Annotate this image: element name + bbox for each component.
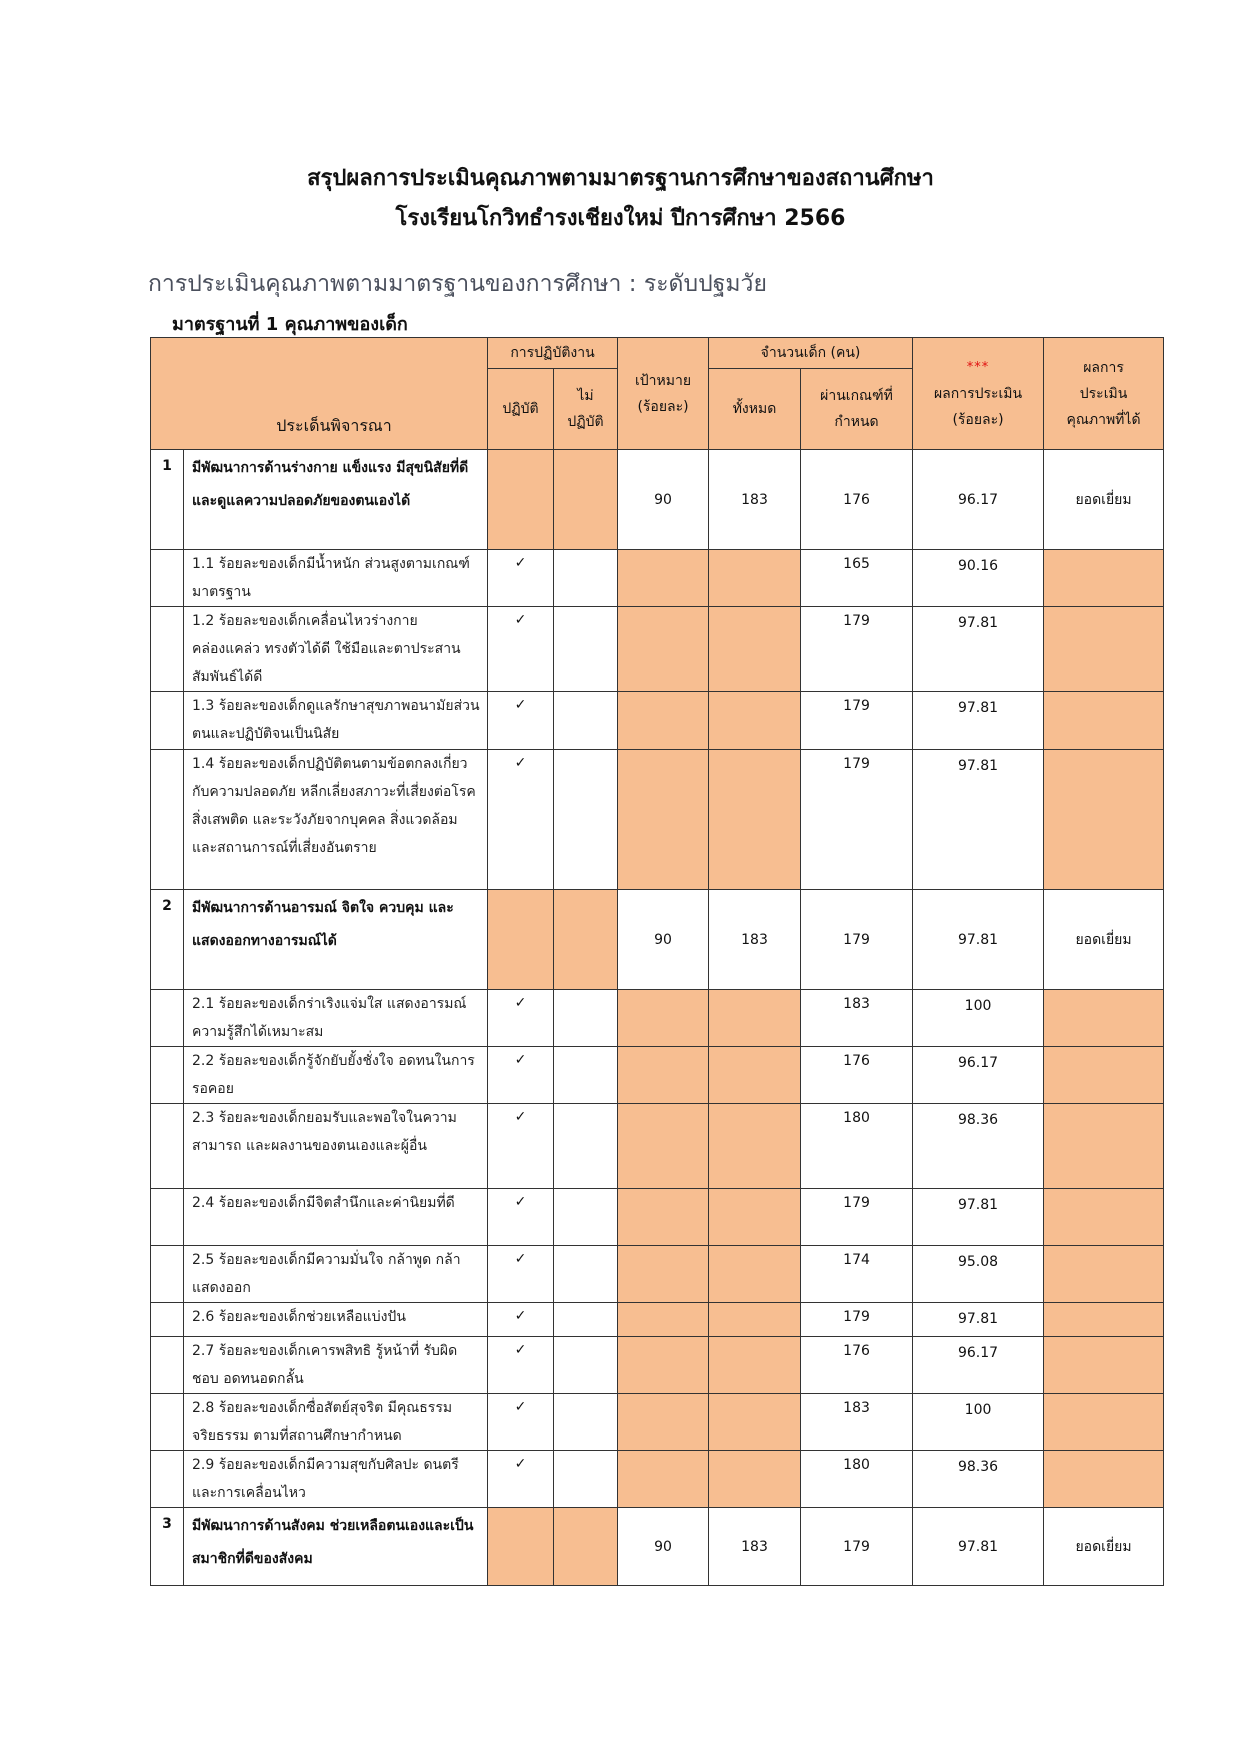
- assessment-table: [150, 337, 1164, 1586]
- result-value: 97.81: [913, 692, 1044, 750]
- practiced-check: [488, 1337, 554, 1394]
- quality-cell: [1044, 1337, 1164, 1394]
- total-value: 183: [709, 890, 801, 990]
- sub-number-cell: [151, 1189, 184, 1246]
- practiced-check: [488, 607, 554, 692]
- sub-indicator-text: 2.4 ร้อยละของเด็กมีจิตสำนึกและค่านิยมที่ดี: [184, 1189, 488, 1246]
- sub-indicator-row: [151, 1337, 1164, 1394]
- document-title: สรุปผลการประเมินคุณภาพตามมาตรฐานการศึกษาของสถานศึกษา: [307, 166, 934, 191]
- quality-cell: [1044, 1394, 1164, 1451]
- not-practiced-cell: [554, 450, 618, 550]
- header-target-line1: เป้าหมาย: [634, 372, 692, 389]
- result-value: 96.17: [913, 450, 1044, 550]
- target-cell: [618, 1189, 709, 1246]
- checkmark-icon: ✓: [514, 555, 527, 571]
- sub-indicator-row: [151, 990, 1164, 1047]
- header-passed-line1: ผ่านเกณฑ์ที่: [820, 388, 893, 404]
- sub-indicator-text: 2.5 ร้อยละของเด็กมีความมั่นใจ กล้าพูด กล้าแสดงออก: [184, 1246, 488, 1303]
- passed-value: 179: [801, 1508, 913, 1586]
- quality-cell: [1044, 1189, 1164, 1246]
- total-cell: [709, 990, 801, 1047]
- indicator-number: 3: [151, 1508, 184, 1586]
- quality-cell: [1044, 990, 1164, 1047]
- not-practiced-cell: [554, 550, 618, 607]
- sub-indicator-text: 2.2 ร้อยละของเด็กรู้จักยับยั้งชั่งใจ อดทนในการรอคอย: [184, 1047, 488, 1104]
- not-practiced-cell: [554, 1508, 618, 1586]
- sub-indicator-row: [151, 1246, 1164, 1303]
- quality-value: ยอดเยี่ยม: [1044, 450, 1164, 550]
- indicator-row: [151, 450, 1164, 550]
- practiced-check: [488, 1189, 554, 1246]
- sub-indicator-row: [151, 1189, 1164, 1246]
- not-practiced-cell: [554, 1104, 618, 1189]
- header-total-label: ทั้งหมด: [732, 401, 777, 417]
- document-subtitle: โรงเรียนโกวิทธำรงเชียงใหม่ ปีการศึกษา 2566: [395, 206, 846, 231]
- sub-indicator-text: 1.1 ร้อยละของเด็กมีน้ำหนัก ส่วนสูงตามเกณฑ์มาตรฐาน: [184, 550, 488, 607]
- checkmark-icon: ✓: [514, 1456, 527, 1472]
- header-passed: [801, 369, 913, 450]
- quality-cell: [1044, 1451, 1164, 1508]
- target-cell: [618, 1451, 709, 1508]
- target-value: 90: [618, 450, 709, 550]
- total-value: 183: [709, 1508, 801, 1586]
- target-value: 90: [618, 890, 709, 990]
- result-value: 96.17: [913, 1337, 1044, 1394]
- total-value: 183: [709, 450, 801, 550]
- passed-value: 183: [801, 990, 913, 1047]
- total-cell: [709, 607, 801, 692]
- header-total: [709, 369, 801, 450]
- not-practiced-cell: [554, 1337, 618, 1394]
- practiced-cell: [488, 890, 554, 990]
- sub-indicator-text: 2.1 ร้อยละของเด็กร่าเริงแจ่มใส แสดงอารมณ์ ความรู้สึกได้เหมาะสม: [184, 990, 488, 1047]
- total-cell: [709, 1451, 801, 1508]
- target-value: 90: [618, 1508, 709, 1586]
- practiced-check: [488, 1451, 554, 1508]
- quality-cell: [1044, 750, 1164, 890]
- sub-indicator-text: 1.4 ร้อยละของเด็กปฏิบัติตนตามข้อตกลงเกี่ยวกับความปลอดภัย หลีกเลี่ยงสภาวะที่เสี่ยงต่อโรค สิ่งเสพติด และระวังภัยจากบุคคล สิ่งแวดล้อม และสถานการณ์ที่เสี่ยงอันตราย: [184, 750, 488, 890]
- header-not-practiced: [554, 369, 618, 450]
- header-practiced-label: ปฏิบัติ: [502, 401, 539, 417]
- header-result-asterisk: ***: [966, 359, 990, 375]
- target-cell: [618, 607, 709, 692]
- target-cell: [618, 692, 709, 750]
- sub-indicator-text: 1.2 ร้อยละของเด็กเคลื่อนไหวร่างกายคล่องแคล่ว ทรงตัวได้ดี ใช้มือและตาประสานสัมพันธ์ได้ดี: [184, 607, 488, 692]
- practiced-check: [488, 1303, 554, 1337]
- sub-indicator-row: [151, 607, 1164, 692]
- result-value: 95.08: [913, 1246, 1044, 1303]
- quality-cell: [1044, 1047, 1164, 1104]
- sub-indicator-text: 2.8 ร้อยละของเด็กซื่อสัตย์สุจริต มีคุณธรรม จริยธรรม ตามที่สถานศึกษากำหนด: [184, 1394, 488, 1451]
- sub-indicator-row: [151, 1104, 1164, 1189]
- header-not-practiced-line2: ปฏิบัติ: [567, 414, 604, 430]
- practiced-check: [488, 1246, 554, 1303]
- passed-value: 183: [801, 1394, 913, 1451]
- practiced-check: [488, 550, 554, 607]
- result-value: 90.16: [913, 550, 1044, 607]
- indicator-number: 2: [151, 890, 184, 990]
- passed-value: 176: [801, 1337, 913, 1394]
- target-cell: [618, 1303, 709, 1337]
- indicator-row: [151, 1508, 1164, 1586]
- result-value: 100: [913, 990, 1044, 1047]
- target-cell: [618, 990, 709, 1047]
- not-practiced-cell: [554, 1303, 618, 1337]
- indicator-row: [151, 890, 1164, 990]
- sub-indicator-text: 1.3 ร้อยละของเด็กดูแลรักษาสุขภาพอนามัยส่วนตนและปฏิบัติจนเป็นนิสัย: [184, 692, 488, 750]
- passed-value: 176: [801, 450, 913, 550]
- quality-value: ยอดเยี่ยม: [1044, 890, 1164, 990]
- sub-indicator-row: [151, 1303, 1164, 1337]
- quality-cell: [1044, 1104, 1164, 1189]
- passed-value: 179: [801, 1303, 913, 1337]
- quality-cell: [1044, 550, 1164, 607]
- checkmark-icon: ✓: [514, 697, 527, 713]
- checkmark-icon: ✓: [514, 1342, 527, 1358]
- not-practiced-cell: [554, 1047, 618, 1104]
- checkmark-icon: ✓: [514, 1109, 527, 1125]
- header-result-line2: (ร้อยละ): [952, 411, 1004, 428]
- checkmark-icon: ✓: [514, 1399, 527, 1415]
- practiced-check: [488, 1047, 554, 1104]
- not-practiced-cell: [554, 607, 618, 692]
- quality-cell: [1044, 1246, 1164, 1303]
- practiced-check: [488, 692, 554, 750]
- header-target-line2: (ร้อยละ): [637, 398, 689, 415]
- passed-value: 176: [801, 1047, 913, 1104]
- passed-value: 179: [801, 692, 913, 750]
- not-practiced-cell: [554, 990, 618, 1047]
- header-criteria: [151, 338, 488, 450]
- result-value: 97.81: [913, 607, 1044, 692]
- sub-number-cell: [151, 990, 184, 1047]
- not-practiced-cell: [554, 1246, 618, 1303]
- not-practiced-cell: [554, 1451, 618, 1508]
- passed-value: 179: [801, 750, 913, 890]
- total-cell: [709, 1246, 801, 1303]
- standard-heading: มาตรฐานที่ 1 คุณภาพของเด็ก: [172, 314, 408, 335]
- practiced-check: [488, 1104, 554, 1189]
- passed-value: 165: [801, 550, 913, 607]
- quality-value: ยอดเยี่ยม: [1044, 1508, 1164, 1586]
- total-cell: [709, 1189, 801, 1246]
- total-cell: [709, 1337, 801, 1394]
- result-value: 97.81: [913, 1189, 1044, 1246]
- sub-number-cell: [151, 1337, 184, 1394]
- not-practiced-cell: [554, 750, 618, 890]
- passed-value: 180: [801, 1451, 913, 1508]
- sub-indicator-text: 2.7 ร้อยละของเด็กเคารพสิทธิ รู้หน้าที่ รับผิดชอบ อดทนอดกลั้น: [184, 1337, 488, 1394]
- total-cell: [709, 1303, 801, 1337]
- section-heading: การประเมินคุณภาพตามมาตรฐานของการศึกษา : ระดับปฐมวัย: [148, 271, 767, 297]
- result-value: 100: [913, 1394, 1044, 1451]
- sub-number-cell: [151, 1246, 184, 1303]
- target-cell: [618, 1337, 709, 1394]
- practiced-check: [488, 1394, 554, 1451]
- header-target: [618, 338, 709, 450]
- header-passed-line2: กำหนด: [834, 414, 879, 430]
- passed-value: 174: [801, 1246, 913, 1303]
- sub-number-cell: [151, 550, 184, 607]
- not-practiced-cell: [554, 1189, 618, 1246]
- result-value: 97.81: [913, 750, 1044, 890]
- total-cell: [709, 692, 801, 750]
- header-practice-group: [488, 338, 618, 369]
- checkmark-icon: ✓: [514, 755, 527, 771]
- header-row-top: [151, 338, 1164, 369]
- practiced-cell: [488, 450, 554, 550]
- sub-number-cell: [151, 750, 184, 890]
- header-result-line1: ผลการประเมิน: [933, 385, 1023, 402]
- total-cell: [709, 1394, 801, 1451]
- result-value: 98.36: [913, 1104, 1044, 1189]
- checkmark-icon: ✓: [514, 1194, 527, 1210]
- indicator-text: มีพัฒนาการด้านร่างกาย แข็งแรง มีสุขนิสัยที่ดี และดูแลความปลอดภัยของตนเองได้: [184, 450, 488, 550]
- result-value: 98.36: [913, 1451, 1044, 1508]
- not-practiced-cell: [554, 890, 618, 990]
- target-cell: [618, 1394, 709, 1451]
- passed-value: 179: [801, 607, 913, 692]
- practiced-check: [488, 990, 554, 1047]
- header-quality-line2: ประเมิน: [1079, 385, 1128, 402]
- sub-number-cell: [151, 692, 184, 750]
- not-practiced-cell: [554, 692, 618, 750]
- total-cell: [709, 550, 801, 607]
- sub-indicator-row: [151, 692, 1164, 750]
- result-value: 97.81: [913, 1303, 1044, 1337]
- sub-number-cell: [151, 1394, 184, 1451]
- indicator-text: มีพัฒนาการด้านอารมณ์ จิตใจ ควบคุม และแสดงออกทางอารมณ์ได้: [184, 890, 488, 990]
- indicator-number: 1: [151, 450, 184, 550]
- passed-value: 179: [801, 1189, 913, 1246]
- passed-value: 180: [801, 1104, 913, 1189]
- result-value: 97.81: [913, 890, 1044, 990]
- target-cell: [618, 1047, 709, 1104]
- target-cell: [618, 1246, 709, 1303]
- header-quality-line3: คุณภาพที่ได้: [1066, 411, 1141, 428]
- sub-number-cell: [151, 1047, 184, 1104]
- header-practice-label: การปฏิบัติงาน: [510, 345, 595, 361]
- sub-indicator-row: [151, 550, 1164, 607]
- quality-cell: [1044, 1303, 1164, 1337]
- sub-indicator-text: 2.3 ร้อยละของเด็กยอมรับและพอใจในความสามารถ และผลงานของตนเองและผู้อื่น: [184, 1104, 488, 1189]
- header-quality: [1044, 338, 1164, 450]
- sub-number-cell: [151, 1451, 184, 1508]
- header-not-practiced-line1: ไม่: [577, 388, 594, 404]
- result-value: 97.81: [913, 1508, 1044, 1586]
- sub-indicator-row: [151, 750, 1164, 890]
- quality-cell: [1044, 692, 1164, 750]
- sub-number-cell: [151, 1303, 184, 1337]
- sub-number-cell: [151, 1104, 184, 1189]
- sub-indicator-row: [151, 1047, 1164, 1104]
- checkmark-icon: ✓: [514, 612, 527, 628]
- header-criteria-label: ประเด็นพิจารณา: [276, 416, 392, 435]
- quality-cell: [1044, 607, 1164, 692]
- total-cell: [709, 750, 801, 890]
- target-cell: [618, 1104, 709, 1189]
- header-children-group: [709, 338, 913, 369]
- sub-number-cell: [151, 607, 184, 692]
- sub-indicator-text: 2.6 ร้อยละของเด็กช่วยเหลือแบ่งปัน: [184, 1303, 488, 1337]
- result-value: 96.17: [913, 1047, 1044, 1104]
- indicator-text: มีพัฒนาการด้านสังคม ช่วยเหลือตนเองและเป็นสมาชิกที่ดีของสังคม: [184, 1508, 488, 1586]
- not-practiced-cell: [554, 1394, 618, 1451]
- target-cell: [618, 750, 709, 890]
- target-cell: [618, 550, 709, 607]
- checkmark-icon: ✓: [514, 1308, 527, 1324]
- sub-indicator-row: [151, 1394, 1164, 1451]
- checkmark-icon: ✓: [514, 1251, 527, 1267]
- total-cell: [709, 1047, 801, 1104]
- practiced-check: [488, 750, 554, 890]
- checkmark-icon: ✓: [514, 995, 527, 1011]
- sub-indicator-row: [151, 1451, 1164, 1508]
- checkmark-icon: ✓: [514, 1052, 527, 1068]
- practiced-cell: [488, 1508, 554, 1586]
- header-children-label: จำนวนเด็ก (คน): [760, 345, 861, 361]
- header-practiced: [488, 369, 554, 450]
- sub-indicator-text: 2.9 ร้อยละของเด็กมีความสุขกับศิลปะ ดนตรี และการเคลื่อนไหว: [184, 1451, 488, 1508]
- passed-value: 179: [801, 890, 913, 990]
- header-result: [913, 338, 1044, 450]
- total-cell: [709, 1104, 801, 1189]
- header-quality-line1: ผลการ: [1083, 359, 1124, 376]
